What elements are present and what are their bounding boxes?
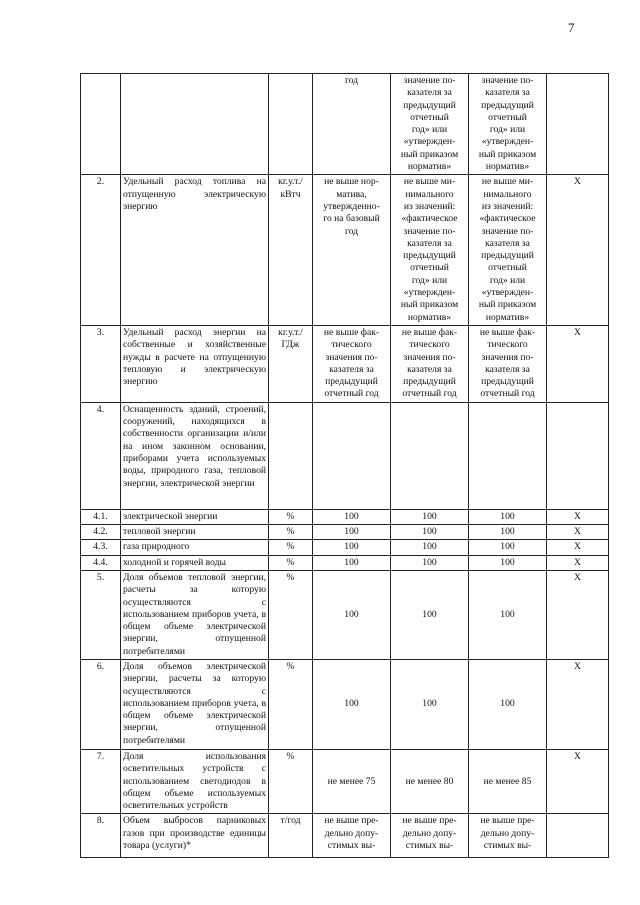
- value-cell: 100: [391, 525, 469, 540]
- unit-cell: %: [269, 540, 313, 555]
- unit-cell: [269, 74, 313, 175]
- indicator-name: Доля объемов тепловой энергии, расчеты за которую осуществляются с использованием приборов учета, в общем объеме электрической энергии, отпущенной потребителями: [121, 570, 269, 659]
- indicator-name: Удельный расход топлива на отпущенную электрическую энергию: [121, 175, 269, 326]
- table-row: [81, 540, 609, 555]
- table-row: [81, 402, 609, 509]
- value-cell: 100: [469, 509, 547, 524]
- unit-cell: кг.у.т./ ГДж: [269, 325, 313, 402]
- x-cell: X: [547, 509, 609, 524]
- table-row: [81, 525, 609, 540]
- x-cell: X: [547, 525, 609, 540]
- row-number: 6.: [81, 659, 121, 749]
- x-cell: X: [547, 555, 609, 570]
- value-cell: 100: [313, 570, 391, 659]
- indicators-table: [80, 73, 609, 858]
- x-cell: X: [547, 659, 609, 749]
- indicator-name: Удельный расход энергии на собственные и хозяйственные нужды в расчете на отпущенную тепловую и электрическую энергию: [121, 325, 269, 402]
- value-cell: значение по- казателя за предыдущий отчетный год» или «утвержден- ный приказом норматив»: [469, 74, 547, 175]
- indicator-name: Доля объемов электрической энергии, расчеты за которую осуществляются с использованием приборов учета, в общем объеме электрической энергии, отпущенной потребителями: [121, 659, 269, 749]
- x-cell: X: [547, 325, 609, 402]
- table-row: [81, 570, 609, 659]
- x-cell: X: [547, 570, 609, 659]
- table-row: [81, 659, 609, 749]
- indicator-name: газа природного: [121, 540, 269, 555]
- value-cell: [313, 402, 391, 509]
- value-cell: 100: [313, 509, 391, 524]
- value-cell: не выше фак- тического значения по- казателя за предыдущий отчетный год: [313, 325, 391, 402]
- indicator-name: холодной и горячей воды: [121, 555, 269, 570]
- value-cell: 100: [469, 540, 547, 555]
- indicator-name: Объем выбросов парниковых газов при производстве единицы товара (услуги)*: [121, 814, 269, 858]
- value-cell: не выше фак- тического значения по- казателя за предыдущий отчетный год: [469, 325, 547, 402]
- unit-cell: %: [269, 659, 313, 749]
- row-number: 4.: [81, 402, 121, 509]
- value-cell: не менее 80: [391, 749, 469, 813]
- value-cell: год: [313, 74, 391, 175]
- value-cell: 100: [391, 555, 469, 570]
- unit-cell: [269, 402, 313, 509]
- row-number: 4.2.: [81, 525, 121, 540]
- unit-cell: т/год: [269, 814, 313, 858]
- unit-cell: %: [269, 749, 313, 813]
- row-number: [81, 74, 121, 175]
- value-cell: 100: [391, 540, 469, 555]
- unit-cell: кг.у.т./ кВтч: [269, 175, 313, 326]
- value-cell: 100: [313, 659, 391, 749]
- value-cell: 100: [313, 555, 391, 570]
- unit-cell: %: [269, 555, 313, 570]
- x-cell: [547, 402, 609, 509]
- row-number: 2.: [81, 175, 121, 326]
- table-row: [81, 814, 609, 858]
- value-cell: 100: [313, 540, 391, 555]
- value-cell: 100: [391, 659, 469, 749]
- value-cell: 100: [391, 509, 469, 524]
- x-cell: [547, 814, 609, 858]
- value-cell: не выше ми- нимального из значений: «фактическое значение по- казателя за предыдущий отчетный год» или «утвержден- ный приказом норматив»: [469, 175, 547, 326]
- table-row: [81, 74, 609, 175]
- value-cell: не менее 85: [469, 749, 547, 813]
- value-cell: 100: [469, 659, 547, 749]
- value-cell: не выше пре- дельно допу- стимых вы-: [313, 814, 391, 858]
- row-number: 4.4.: [81, 555, 121, 570]
- row-number: 3.: [81, 325, 121, 402]
- value-cell: 100: [469, 525, 547, 540]
- indicator-name: [121, 74, 269, 175]
- page-number: 7: [568, 20, 575, 35]
- table-row: [81, 325, 609, 402]
- table-row: [81, 749, 609, 813]
- value-cell: не менее 75: [313, 749, 391, 813]
- value-cell: не выше фак- тического значения по- казателя за предыдущий отчетный год: [391, 325, 469, 402]
- row-number: 4.1.: [81, 509, 121, 524]
- indicator-name: Доля использования осветительных устройств с использованием светодиодов в общем объеме используемых осветительных устройств: [121, 749, 269, 813]
- row-number: 5.: [81, 570, 121, 659]
- value-cell: не выше пре- дельно допу- стимых вы-: [391, 814, 469, 858]
- x-cell: X: [547, 749, 609, 813]
- row-number: 8.: [81, 814, 121, 858]
- row-number: 7.: [81, 749, 121, 813]
- indicator-name: тепловой энергии: [121, 525, 269, 540]
- unit-cell: %: [269, 570, 313, 659]
- x-cell: [547, 74, 609, 175]
- value-cell: 100: [391, 570, 469, 659]
- value-cell: не выше нор- матива, утвержденно- го на базовый год: [313, 175, 391, 326]
- x-cell: X: [547, 175, 609, 326]
- value-cell: 100: [469, 555, 547, 570]
- value-cell: 100: [313, 525, 391, 540]
- indicator-name: Оснащенность зданий, строений, сооружений, находящихся в собственности организации и/или на ином законном основании, приборами учета используемых воды, природного газа, тепловой энергии, электрической энергии: [121, 402, 269, 509]
- table-row: [81, 555, 609, 570]
- row-number: 4.3.: [81, 540, 121, 555]
- unit-cell: %: [269, 509, 313, 524]
- indicator-name: электрической энергии: [121, 509, 269, 524]
- unit-cell: %: [269, 525, 313, 540]
- value-cell: значение по- казателя за предыдущий отчетный год» или «утвержден- ный приказом норматив»: [391, 74, 469, 175]
- table-row: [81, 175, 609, 326]
- value-cell: не выше ми- нимального из значений: «фактическое значение по- казателя за предыдущий отчетный год» или «утвержден- ный приказом норматив»: [391, 175, 469, 326]
- x-cell: X: [547, 540, 609, 555]
- value-cell: [391, 402, 469, 509]
- value-cell: 100: [469, 570, 547, 659]
- table-row: [81, 509, 609, 524]
- value-cell: не выше пре- дельно допу- стимых вы-: [469, 814, 547, 858]
- value-cell: [469, 402, 547, 509]
